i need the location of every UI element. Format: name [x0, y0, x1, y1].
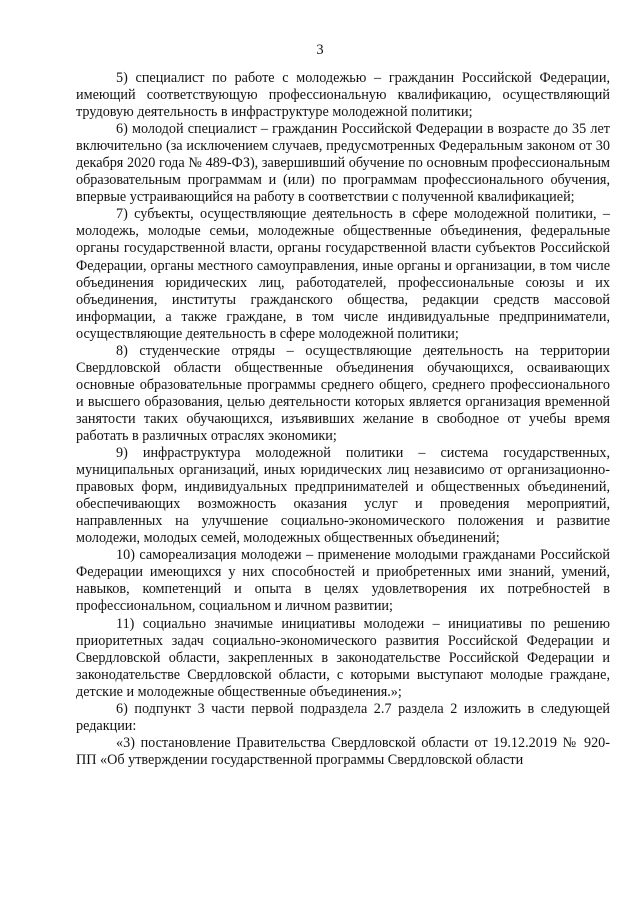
paragraph-item-10: 10) самореализация молодежи – применение молодыми гражданами Российской Федерации имеющихся у них способностей и приобретенных ими знаний, умений, навыков, компетенций и опыта в целях удовлетворения их потребностей в профессиональном, социальном и личном развитии; — [76, 547, 610, 615]
paragraph-item-8: 8) студенческие отряды – осуществляющие деятельность на территории Свердловской области общественные объединения обучающихся, осваивающих основные образовательные программы среднего общего, среднего профессионального и высшего образования, целью деятельности которых является организация временной занятости таких обучающихся, изъявивших желание в свободное от учебы время работать в различных отраслях экономики; — [76, 342, 610, 444]
paragraph-item-7: 7) субъекты, осуществляющие деятельность в сфере молодежной политики, – молодежь, молодые семьи, молодежные общественные объединения, федеральные органы государственной власти, органы государственной власти субъектов Российской Федерации, органы местного самоуправления, иные органы и организации, в том числе объединения юридических лиц, работодателей, профессиональные союзы и их объединения, институты гражданского общества, редакции средств массовой информации, а также граждане, в том числе индивидуальные предприниматели, осуществляющие деятельность в сфере молодежной политики; — [76, 206, 610, 342]
paragraph-item-9: 9) инфраструктура молодежной политики – система государственных, муниципальных организаций, иных юридических лиц независимо от организационно-правовых форм, индивидуальных предпринимателей и общественных объединений, обеспечивающих возможность оказания услуг и проведения мероприятий, направленных на улучшение социально-экономического положения и развитие молодежи, молодых семей, молодежных общественных объединений; — [76, 445, 610, 547]
page-number: 3 — [316, 42, 324, 58]
amendment-instruction: 6) подпункт 3 части первой подраздела 2.7 раздела 2 изложить в следующей редакции: — [76, 700, 610, 734]
paragraph-item-11: 11) социально значимые инициативы молодежи – инициативы по решению приоритетных задач социально-экономического развития Российской Федерации и Свердловской области, закрепленных в законодательстве Российской Федерации и законодательстве Свердловской области, с которыми выступают молодые граждане, детские и молодежные общественные объединения.»; — [76, 615, 610, 700]
paragraph-item-5: 5) специалист по работе с молодежью – гражданин Российской Федерации, имеющий соответствующую профессиональную квалификацию, осуществляющий трудовую деятельность в инфраструктуре молодежной политики; — [76, 70, 610, 121]
paragraph-item-6: 6) молодой специалист – гражданин Российской Федерации в возрасте до 35 лет включительно (за исключением случаев, предусмотренных Федеральным законом от 30 декабря 2020 года № 489-ФЗ), завершивший обучение по основным профессиональным образовательным программам и (или) по программам профессионального обучения, впервые устраивающийся на работу в соответствии с полученной квалификацией; — [76, 121, 610, 206]
amendment-text: «3) постановление Правительства Свердловской области от 19.12.2019 № 920-ПП «Об утверждении государственной программы Свердловской области — [76, 734, 610, 768]
document-body — [76, 70, 610, 769]
